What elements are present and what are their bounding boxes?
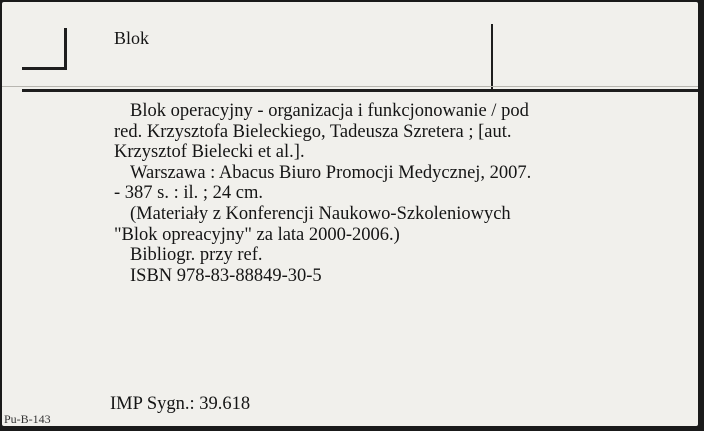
header-divider — [491, 24, 493, 90]
header-rule — [22, 89, 698, 92]
call-number: IMP Sygn.: 39.618 — [110, 394, 251, 414]
faint-rule — [2, 86, 698, 87]
description-line: Krzysztof Bielecki et al.]. — [114, 142, 305, 163]
description-line: (Materiały z Konferencji Naukowo-Szkoleniowych — [130, 203, 511, 224]
corner-mark-horizontal — [22, 67, 67, 70]
card-heading: Blok — [114, 28, 150, 48]
bibliographic-description — [114, 101, 654, 286]
description-line: Blok operacyjny - organizacja i funkcjonowanie / pod — [130, 101, 529, 121]
description-line: red. Krzysztofa Bieleckiego, Tadeusza Szretera ; [aut. — [114, 121, 512, 142]
corner-mark-vertical — [64, 28, 67, 70]
description-line: - 387 s. : il. ; 24 cm. — [114, 183, 264, 204]
description-line: Bibliogr. przy ref. — [130, 245, 263, 266]
description-line: "Blok opreacyjny" za lata 2000-2006.) — [114, 224, 400, 245]
description-line: Warszawa : Abacus Biuro Promocji Medycznej, 2007. — [130, 162, 532, 183]
catalog-card — [2, 2, 698, 426]
card-stamp: Pu-B-143 — [4, 412, 51, 426]
description-line: ISBN 978-83-88849-30-5 — [130, 265, 322, 286]
